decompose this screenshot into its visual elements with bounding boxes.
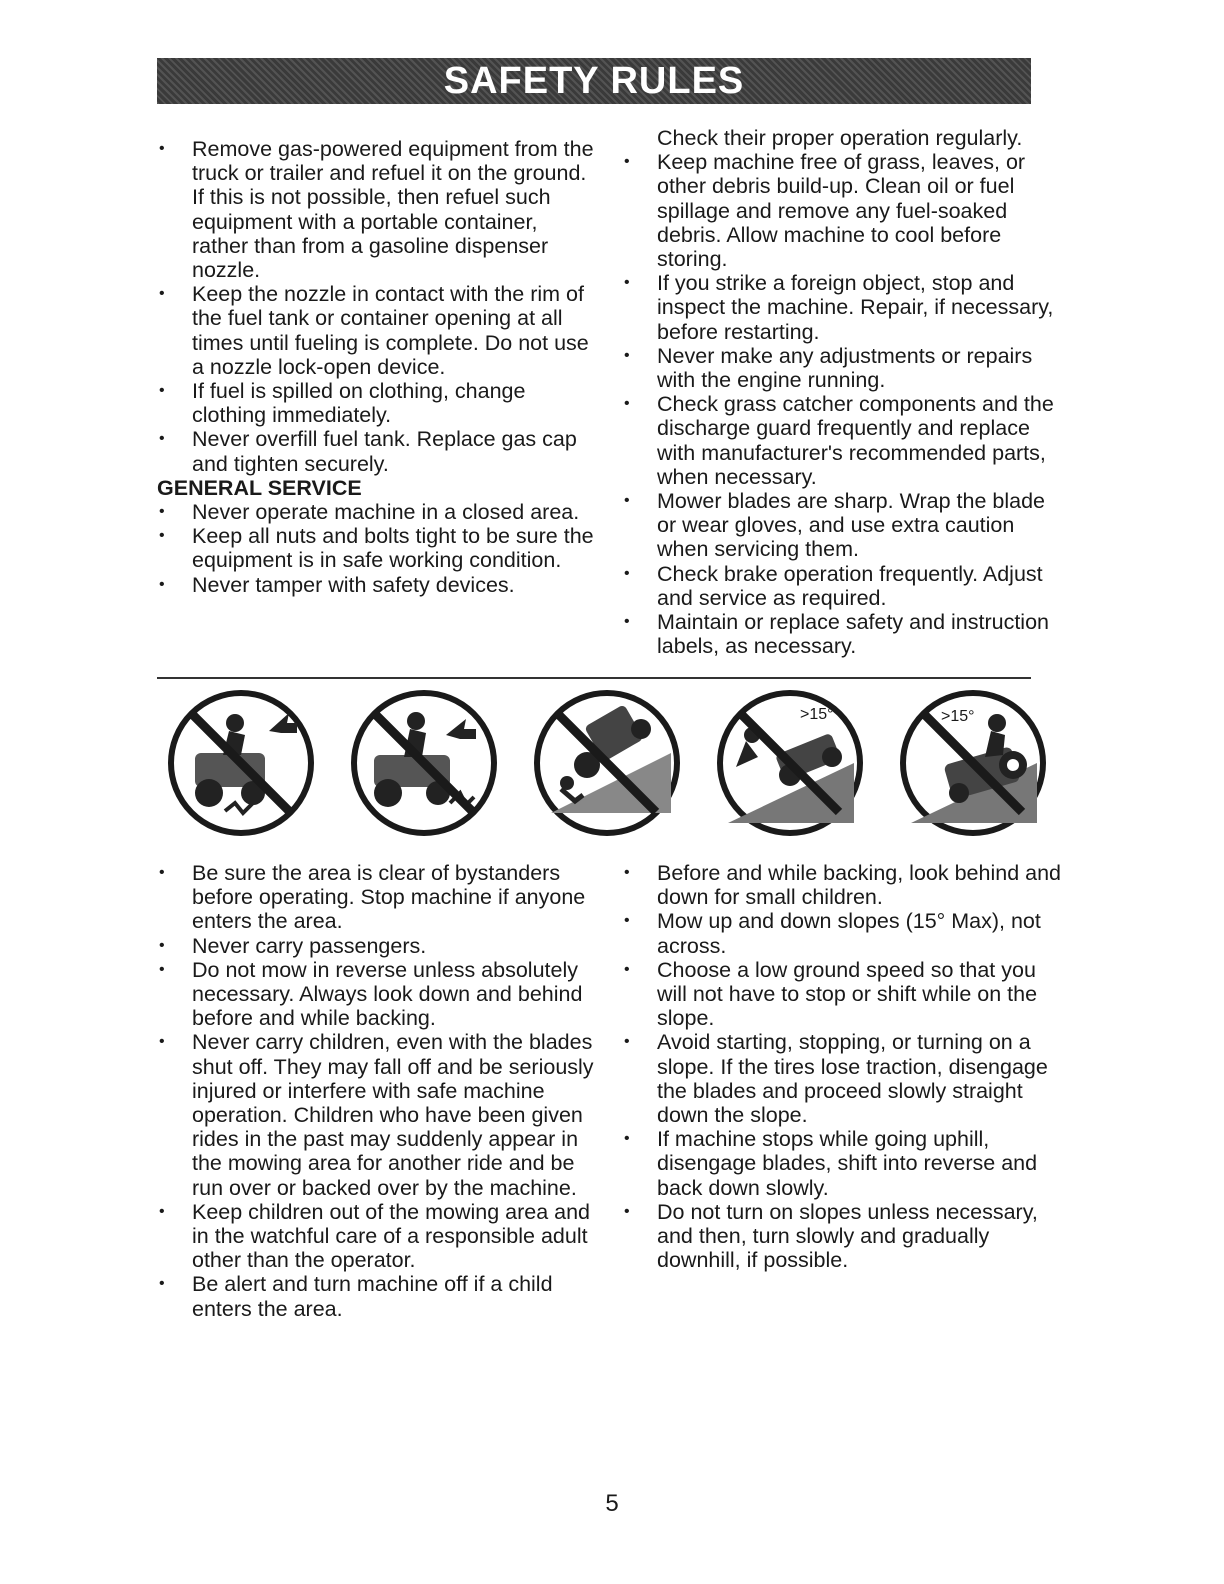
list-item: • Choose a low ground speed so that you will not have to stop or shift while on the slope. bbox=[622, 958, 1062, 1031]
list-item: • Never overfill fuel tank. Replace gas cap and tighten securely. bbox=[157, 427, 597, 475]
list-item: • Keep children out of the mowing area and in the watchful care of a responsible adult other than the operator. bbox=[157, 1200, 597, 1273]
bottom-right-column bbox=[622, 861, 1062, 1272]
slope-label: >15° bbox=[941, 708, 975, 725]
page-title: SAFETY RULES bbox=[443, 59, 745, 102]
page-number: 5 bbox=[605, 1490, 619, 1517]
no-side-slope-sign-icon bbox=[897, 683, 1049, 843]
title-banner bbox=[157, 58, 1031, 104]
list-item: • Keep the nozzle in contact with the rim of the fuel tank or container opening at all times until fueling is complete. Do not use a nozzle lock-open device. bbox=[157, 282, 597, 379]
list-item: • Never carry children, even with the blades shut off. They may fall off and be seriously injured or interfere with safe machine operation. Children who have been given rides in the past may suddenly appear in the mowing area for another ride and be run over or backed over by the machine. bbox=[157, 1030, 597, 1199]
list-item: • Mow up and down slopes (15° Max), not across. bbox=[622, 909, 1062, 957]
list-item: • If you strike a foreign object, stop and inspect the machine. Repair, if necessary, before restarting. bbox=[622, 271, 1062, 344]
list-item: • Never carry passengers. bbox=[157, 934, 597, 958]
list-item: • Never make any adjustments or repairs with the engine running. bbox=[622, 344, 1062, 392]
list-item: • Check grass catcher components and the discharge guard frequently and replace with manufacturer's recommended parts, when necessary. bbox=[622, 392, 1062, 489]
no-passengers-sign-icon bbox=[348, 683, 500, 843]
list-item: • Before and while backing, look behind and down for small children. bbox=[622, 861, 1062, 909]
slope-rules-list bbox=[622, 861, 1062, 1272]
service-rules-list bbox=[622, 150, 1062, 658]
list-item: • Avoid starting, stopping, or turning on a slope. If the tires lose traction, disengage the blades and proceed slowly straight down the slope. bbox=[622, 1030, 1062, 1127]
list-item: • If fuel is spilled on clothing, change clothing immediately. bbox=[157, 379, 597, 427]
general-service-heading: GENERAL SERVICE bbox=[157, 475, 362, 500]
no-bystanders-sign-icon bbox=[165, 683, 317, 843]
list-item: • Keep machine free of grass, leaves, or other debris build-up. Clean oil or fuel spillage and remove any fuel-soaked debris. Allow machine to cool before storing. bbox=[622, 150, 1062, 271]
list-item: • Never tamper with safety devices. bbox=[157, 573, 597, 597]
fueling-rules-list bbox=[157, 137, 597, 476]
list-item: • Keep all nuts and bolts tight to be sure the equipment is in safe working condition. bbox=[157, 524, 597, 572]
list-item: • Be alert and turn machine off if a child enters the area. bbox=[157, 1272, 597, 1320]
list-item: • Mower blades are sharp. Wrap the blade or wear gloves, and use extra caution when servicing them. bbox=[622, 489, 1062, 562]
list-item: • If machine stops while going uphill, disengage blades, shift into reverse and back down slowly. bbox=[622, 1127, 1062, 1200]
general-service-list bbox=[157, 500, 597, 597]
list-item: • Remove gas-powered equipment from the truck or trailer and refuel it on the ground. If this is not possible, then refuel such equipment with a portable container, rather than from a gasoline dispenser nozzle. bbox=[157, 137, 597, 282]
list-item: • Do not turn on slopes unless necessary, and then, turn slowly and gradually downhill, if possible. bbox=[622, 1200, 1062, 1273]
slope-label: >15° bbox=[800, 706, 834, 723]
no-steep-slope-sign-icon bbox=[714, 683, 866, 843]
list-item: • Check brake operation frequently. Adjust and service as required. bbox=[622, 562, 1062, 610]
safety-signs-row bbox=[165, 683, 1035, 853]
operation-rules-list bbox=[157, 861, 597, 1321]
top-left-column bbox=[157, 137, 597, 597]
list-item: • Be sure the area is clear of bystanders before operating. Stop machine if anyone enters the area. bbox=[157, 861, 597, 934]
bottom-left-column bbox=[157, 861, 597, 1321]
list-item: • Maintain or replace safety and instruction labels, as necessary. bbox=[622, 610, 1062, 658]
top-right-column bbox=[622, 126, 1062, 658]
list-item: • Do not mow in reverse unless absolutely necessary. Always look down and behind before and while backing. bbox=[157, 958, 597, 1031]
list-item: • Never operate machine in a closed area. bbox=[157, 500, 597, 524]
no-tipping-sign-icon bbox=[531, 683, 683, 843]
section-divider bbox=[157, 677, 1031, 679]
continued-text: Check their proper operation regularly. bbox=[657, 126, 1023, 150]
